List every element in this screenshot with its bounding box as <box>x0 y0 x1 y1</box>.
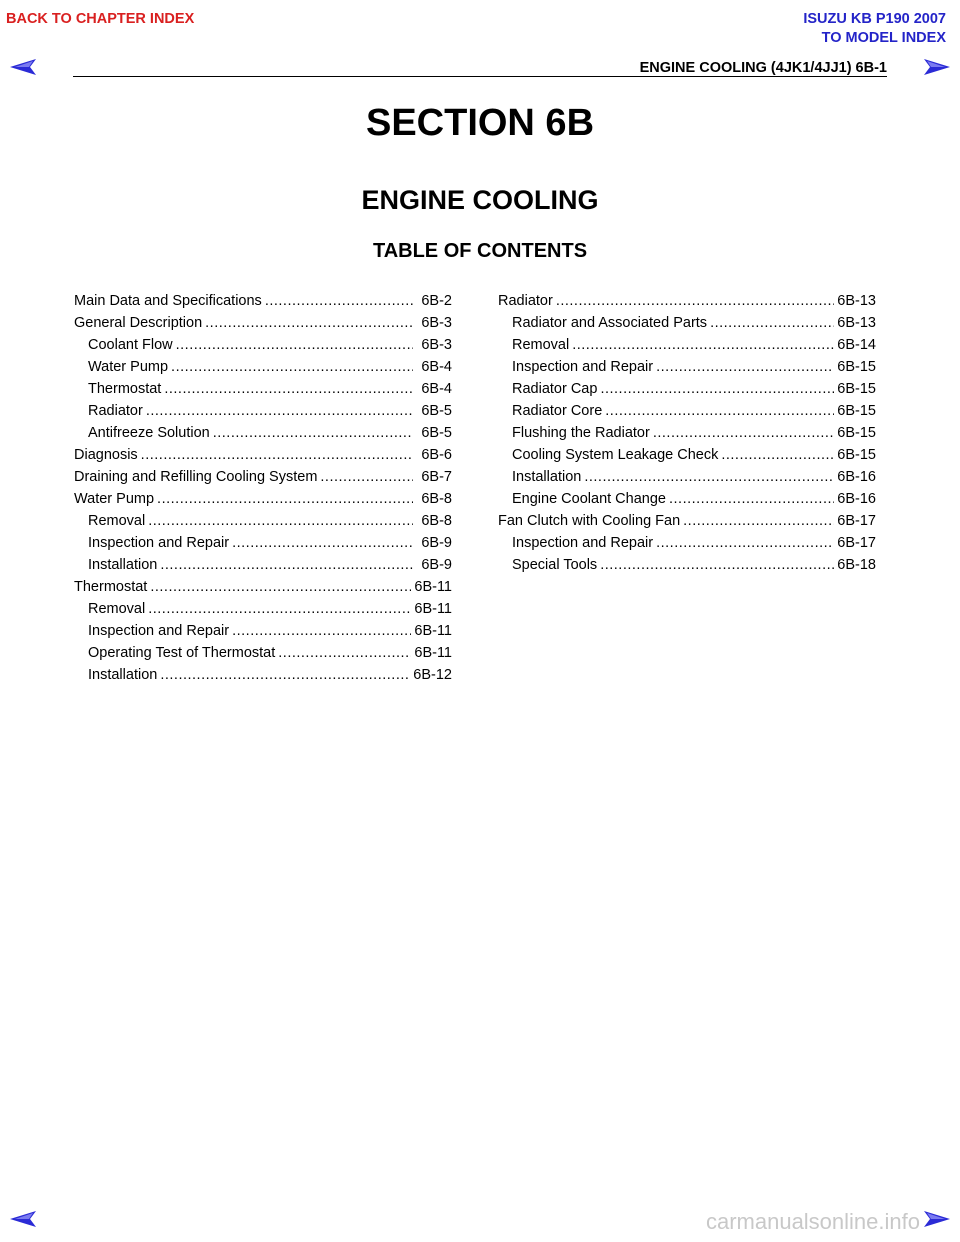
toc-entry-label: Draining and Refilling Cooling System <box>74 469 318 485</box>
toc-leader-dots <box>721 447 834 463</box>
toc-entry-page: 6B-4 <box>421 381 452 397</box>
chapter-title: ENGINE COOLING <box>361 185 599 215</box>
toc-entry[interactable] <box>74 667 452 689</box>
toc-leader-dots <box>656 359 834 375</box>
toc-leader-dots <box>164 381 413 397</box>
toc-entry-label: Radiator and Associated Parts <box>512 315 708 331</box>
toc-entry-page: 6B-11 <box>414 645 452 661</box>
toc-leader-dots <box>669 491 834 507</box>
toc-entry-page: 6B-8 <box>421 491 452 507</box>
toc-entry-page: 6B-13 <box>837 293 876 309</box>
toc-leader-dots <box>213 425 413 441</box>
toc-entry-page: 6B-12 <box>413 667 452 683</box>
toc-entry-label: Fan Clutch with Cooling Fan <box>498 513 681 529</box>
toc-entry-label: Radiator Cap <box>512 381 598 397</box>
toc-leader-dots <box>653 425 834 441</box>
toc-entry-page: 6B-17 <box>837 535 876 551</box>
toc-entry[interactable] <box>74 601 452 623</box>
toc-entry[interactable] <box>498 359 876 381</box>
toc-entry[interactable] <box>498 447 876 469</box>
toc-leader-dots <box>148 513 413 529</box>
model-title-link[interactable]: ISUZU KB P190 2007 <box>803 11 946 27</box>
toc-entry[interactable] <box>498 557 876 579</box>
header-rule <box>73 76 887 77</box>
toc-leader-dots <box>710 315 834 331</box>
toc-leader-dots <box>232 535 413 551</box>
toc-entry[interactable] <box>498 535 876 557</box>
toc-entry-page: 6B-14 <box>837 337 876 353</box>
toc-entry[interactable] <box>74 469 452 491</box>
toc-left-column <box>74 293 452 689</box>
toc-entry-label: Inspection and Repair <box>88 535 230 551</box>
toc-leader-dots <box>278 645 411 661</box>
toc-leader-dots <box>605 403 834 419</box>
toc-entry-page: 6B-15 <box>837 425 876 441</box>
toc-leader-dots <box>141 447 413 463</box>
running-header: ENGINE COOLING (4JK1/4JJ1) 6B-1 <box>639 60 887 76</box>
toc-entry[interactable] <box>74 491 452 513</box>
toc-entry-label: Main Data and Specifications <box>74 293 262 309</box>
toc-leader-dots <box>556 293 834 309</box>
toc-leader-dots <box>150 579 411 595</box>
toc-entry-label: Installation <box>88 557 158 573</box>
section-title: SECTION 6B <box>365 102 595 144</box>
toc-entry-page: 6B-11 <box>414 623 452 639</box>
toc-entry-page: 6B-16 <box>837 469 876 485</box>
toc-entry[interactable] <box>498 315 876 337</box>
toc-entry[interactable] <box>498 293 876 315</box>
toc-leader-dots <box>584 469 834 485</box>
previous-page-arrow-icon[interactable] <box>9 58 37 76</box>
toc-entry[interactable] <box>74 293 452 315</box>
next-page-arrow-icon[interactable] <box>923 58 951 76</box>
toc-leader-dots <box>320 469 413 485</box>
toc-entry-page: 6B-5 <box>421 425 452 441</box>
toc-entry-label: Inspection and Repair <box>512 359 654 375</box>
toc-leader-dots <box>205 315 413 331</box>
toc-entry-label: Installation <box>88 667 158 683</box>
toc-entry-label: Thermostat <box>74 579 148 595</box>
toc-entry-label: Radiator <box>88 403 143 419</box>
toc-entry[interactable] <box>74 513 452 535</box>
toc-leader-dots <box>600 557 834 573</box>
toc-entry-label: Water Pump <box>88 359 169 375</box>
toc-entry-label: Flushing the Radiator <box>512 425 650 441</box>
back-to-chapter-index-link[interactable]: BACK TO CHAPTER INDEX <box>6 11 195 27</box>
toc-entry-label: Diagnosis <box>74 447 138 463</box>
toc-entry-label: Coolant Flow <box>88 337 173 353</box>
toc-leader-dots <box>146 403 413 419</box>
toc-entry[interactable] <box>74 579 452 601</box>
toc-entry-page: 6B-18 <box>837 557 876 573</box>
toc-entry-label: Cooling System Leakage Check <box>512 447 719 463</box>
toc-entry[interactable] <box>74 645 452 667</box>
toc-entry[interactable] <box>74 381 452 403</box>
toc-entry-page: 6B-9 <box>421 535 452 551</box>
toc-entry-page: 6B-2 <box>421 293 452 309</box>
toc-entry-page: 6B-15 <box>837 381 876 397</box>
toc-entry-label: General Description <box>74 315 203 331</box>
toc-entry[interactable] <box>498 425 876 447</box>
toc-entry[interactable] <box>498 381 876 403</box>
toc-entry-label: Installation <box>512 469 582 485</box>
toc-entry-page: 6B-15 <box>837 447 876 463</box>
toc-leader-dots <box>160 557 413 573</box>
toc-leader-dots <box>176 337 413 353</box>
toc-entry-page: 6B-15 <box>837 359 876 375</box>
toc-entry-label: Removal <box>512 337 570 353</box>
toc-entry[interactable] <box>74 447 452 469</box>
toc-entry-page: 6B-8 <box>421 513 452 529</box>
toc-entry-label: Removal <box>88 513 146 529</box>
toc-entry[interactable] <box>498 403 876 425</box>
toc-entry-page: 6B-6 <box>421 447 452 463</box>
toc-entry[interactable] <box>74 315 452 337</box>
toc-entry[interactable] <box>74 425 452 447</box>
toc-entry-label: Special Tools <box>512 557 598 573</box>
toc-entry-page: 6B-9 <box>421 557 452 573</box>
toc-entry[interactable] <box>74 623 452 645</box>
previous-page-arrow-icon[interactable] <box>9 1210 37 1228</box>
toc-entry-label: Engine Coolant Change <box>512 491 666 507</box>
toc-entry-page: 6B-16 <box>837 491 876 507</box>
toc-entry-label: Antifreeze Solution <box>88 425 210 441</box>
toc-leader-dots <box>683 513 834 529</box>
toc-entry[interactable] <box>498 469 876 491</box>
toc-entry-label: Water Pump <box>74 491 155 507</box>
toc-entry-page: 6B-11 <box>414 601 452 617</box>
to-model-index-link[interactable]: TO MODEL INDEX <box>821 30 946 46</box>
toc-entry-page: 6B-13 <box>837 315 876 331</box>
toc-entry-label: Inspection and Repair <box>88 623 230 639</box>
toc-leader-dots <box>148 601 411 617</box>
toc-leader-dots <box>171 359 413 375</box>
toc-entry-page: 6B-5 <box>421 403 452 419</box>
toc-leader-dots <box>572 337 834 353</box>
toc-leader-dots <box>656 535 834 551</box>
toc-entry[interactable] <box>74 337 452 359</box>
toc-entry-label: Radiator <box>498 293 553 309</box>
toc-entry-page: 6B-17 <box>837 513 876 529</box>
toc-entry-page: 6B-4 <box>421 359 452 375</box>
toc-entry[interactable] <box>498 337 876 359</box>
toc-entry[interactable] <box>74 403 452 425</box>
toc-entry[interactable] <box>74 557 452 579</box>
toc-entry-label: Thermostat <box>88 381 162 397</box>
toc-entry-label: Inspection and Repair <box>512 535 654 551</box>
toc-entry[interactable] <box>498 513 876 535</box>
toc-entry[interactable] <box>498 491 876 513</box>
watermark: carmanualsonline.info <box>705 1209 920 1234</box>
toc-leader-dots <box>160 667 410 683</box>
toc-leader-dots <box>600 381 834 397</box>
toc-entry-label: Radiator Core <box>512 403 603 419</box>
toc-entry-page: 6B-15 <box>837 403 876 419</box>
toc-right-column <box>498 293 876 579</box>
toc-entry-label: Operating Test of Thermostat <box>88 645 276 661</box>
next-page-arrow-icon[interactable] <box>923 1210 951 1228</box>
toc-heading: TABLE OF CONTENTS <box>372 240 588 262</box>
toc-entry-page: 6B-3 <box>421 337 452 353</box>
toc-leader-dots <box>265 293 413 309</box>
toc-leader-dots <box>157 491 413 507</box>
toc-entry-label: Removal <box>88 601 146 617</box>
toc-leader-dots <box>232 623 411 639</box>
toc-entry[interactable] <box>74 535 452 557</box>
toc-entry[interactable] <box>74 359 452 381</box>
toc-entry-page: 6B-7 <box>421 469 452 485</box>
toc-entry-page: 6B-11 <box>414 579 452 595</box>
toc-entry-page: 6B-3 <box>421 315 452 331</box>
